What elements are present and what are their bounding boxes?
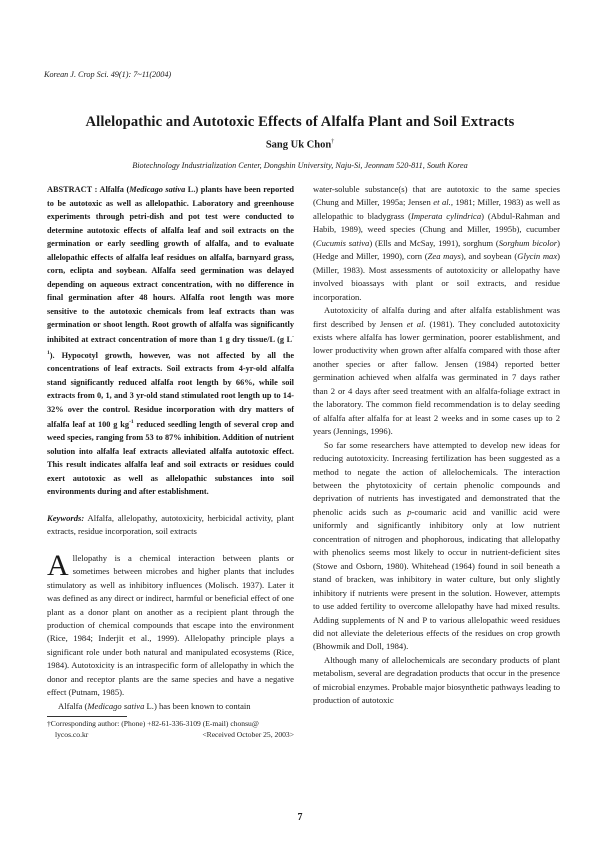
body-text: ) (Miller, 1983). Most assessments of autotoxicity or allelopathy have involved bioassays with plant or soil extracts, and residue incorporation. [313, 251, 561, 302]
body-text: water-soluble substance(s) that are autotoxic to the same species (Chung and Miller, 1995a; Jensen [313, 184, 560, 208]
footnote-line-1: †Corresponding author: (Phone) +82-61-336-3109 (E-mail) chonsu@ [47, 719, 259, 729]
intro-text: Medicago sativa [87, 700, 145, 711]
intro-body [47, 548, 294, 698]
author-line [0, 139, 600, 151]
body-text: ) (Hedge and Miller, 1990), corn ( [313, 237, 560, 262]
intro-continuation [47, 700, 294, 713]
abstract-text: Medicago sativa [129, 185, 186, 194]
abstract-label: ABSTRACT : [47, 185, 98, 194]
drop-cap: A [47, 548, 69, 582]
abstract [47, 183, 294, 499]
body-text: Sorghum bicolor [498, 237, 558, 248]
intro-text: llelopathy is a chemical interaction between plants or sometimes between microbes and higher plants that includes stimulatory as well as inhibitory influences (Molisch. 1937). Later it was defined as any direct or indirect, harmful or beneficial effect of one plant as a donor plant on another as a recipient plant through the production of chemical compounds that escape into the environment (Rice, 1984; Inderjit et al., 1999). Allelopathy principle plays a significant role under both natural and manipulated ecosystems (Rice, 1984). Autotoxicity is an intraspecific form of allelopathy in which the donor and receptor plants are the same species and have a negative effect (Putnam, 1985). [47, 552, 294, 698]
footnote-email-domain: lycos.co.kr [55, 730, 89, 740]
abstract-text: Alfalfa ( [97, 185, 130, 194]
abstract-text: -1 [129, 419, 134, 426]
body-text: ) (Abdul-Rahman and Habib, 1989), weed species (Chung and Miller, 1995b), cucumber ( [313, 210, 560, 248]
footnote-line-2 [47, 729, 294, 740]
affiliation: Biotechnology Industrialization Center, Dongshin University, Naju-Si, Jeonnam 520-811, South Korea [132, 161, 468, 170]
left-column [47, 183, 294, 740]
footnote-rule [47, 716, 127, 717]
page-number: 7 [297, 812, 303, 823]
footnote [47, 718, 294, 740]
body-text: Zea mays [427, 251, 461, 262]
journal-citation: Korean J. Crop Sci. 49(1): 7~11(2004) [44, 70, 172, 79]
keywords-text: Alfalfa, allelopathy, autotoxicity, herbicidal activity, plant extracts, residue incorporation, soil extracts [47, 512, 294, 537]
body-text: et al. [433, 197, 451, 208]
right-column [313, 183, 560, 708]
keywords [47, 512, 294, 539]
body-text: Cucumis sativa [315, 237, 370, 248]
body-paragraph [313, 183, 560, 304]
body-text: et al. [406, 318, 426, 329]
body-text: Autotoxicity of alfalfa during and after alfalfa establishment was first described by Jensen [313, 305, 560, 329]
intro-text: L.) has been known to contain [144, 700, 251, 711]
body-paragraph [313, 439, 560, 654]
keywords-label: Keywords: [47, 512, 85, 523]
body-text: ) (Ells and McSay, 1991), sorghum ( [369, 237, 499, 248]
body-text: Imperata cylindrica [410, 210, 482, 221]
body-text: Glycin max [517, 251, 558, 262]
corresponding-mark: † [331, 139, 335, 145]
intro-paragraph [47, 548, 294, 700]
body-paragraph [313, 654, 560, 708]
abstract-text: L.) plants have been reported to be autotoxic as well as allelopathic. Laboratory and greenhouse experiments through petri-dish and pot test were conducted to determine autotoxic effects of alfalfa leaf and soil extracts on the germination or early seedling growth of alfalfa, and to evaluate allelopathic effects of alfalfa leaf residues on alfalfa, barnyard grass, corn, eclipta and soybean. Alfalfa seed germination was delayed depending on aqueous extract concentration, with no difference in final germination after 48 hours. Alfalfa root length was more sensitive to the autotoxic chemicals from leaf extracts than was germination or shoot length. Root growth of alfalfa was significantly inhibited at extract concentration of more than 1 g dry tissue/L (g L [47, 185, 294, 345]
abstract-text: ). Hypocotyl growth, however, was not affected by all the concentrations of leaf extracts. Soil extracts from 4-yr-old alfalfa stand significantly reduced alfalfa root length by 66%, while soil extracts from 0, 1, and 3 yr-old stand stimulated root length up to 14-32% over the control. Residue incorporation with dry matters of alfalfa leaf at 100 g kg [47, 350, 294, 429]
body-text: -coumaric acid and vanillic acid were uniformly and significantly inhibitory only at low nutrient concentration of nitrogen and phophorous, indicating that allelopathy with phenolics seems most likely to occur in nutrient-deficient sites (Stowe and Osborn, 1980). Whitehead (1964) found in soil beneath a stand of bracken, was inhibitory in water culture, but only slightly inhibitory if nutrients were present in the solution. However, attempts to use added fertility to overcome allelopathy have had mixed results. Adding supplements of N and P to various allelopathic weed residues did not alleviate the deleterious effects of the residues on crop growth (Bhowmik and Doll, 1984). [313, 506, 560, 652]
body-text: , 1981; Miller, 1983) as well as allelopathic to bladygrass ( [313, 197, 560, 221]
received-date: <Received October 25, 2003> [202, 730, 294, 740]
paper-title: Allelopathic and Autotoxic Effects of Alfalfa Plant and Soil Extracts [85, 114, 515, 130]
abstract-text: -1 [47, 334, 294, 356]
body-text: (1981). They concluded autotoxicity exists where alfalfa has lower germination, poorer establishment, and lower productivity when grown after alfalfa compared with those after another species or after fallow. Jensen (1984) reported better germination achieved when alfalfa was germinated in 7 days rather than 2 or 4 days after seed treatment with an alfalfa-foliage extract in the laboratory. The common field recommendation is to delay seeding of alfalfa after alfalfa for at least 2 weeks and in some cases up to 2 years (Jennings, 1996). [313, 318, 560, 437]
intro-text: Alfalfa ( [58, 700, 88, 711]
abstract-text: reduced seedling length of several crop and weed species, ranging from 53 to 87% inhibition. Addition of nutrient solution into alfalfa leaf extracts alleviated alfalfa autotoxic effect. This result indicates alfalfa leaf and soil extracts or residues could exert autotoxic as well as allelopathic substances into soil environments during and after establishment. [47, 419, 295, 497]
abstract-body [47, 185, 294, 496]
author-name: Sang Uk Chon [265, 139, 332, 151]
body-text: Although many of allelochemicals are secondary products of plant metabolism, several are degradation products that occur in the presence of microbial enzymes. Probable major biosynthetic pathways leading to production of autotoxic [313, 654, 560, 706]
body-text: So far some researchers have attempted to develop new ideas for reducing autotoxicity. Increasing fertilization has been suggested as a method to negate the action of allelochemicals. The interaction between the phytotoxicity of certain phenolic compounds and deprivation of nutrients has investigated and demonstrated that the phenolic acids such as [313, 439, 560, 517]
body-paragraph [313, 304, 560, 439]
body-text: p [407, 506, 412, 517]
body-text: ), and soybean ( [460, 251, 518, 262]
